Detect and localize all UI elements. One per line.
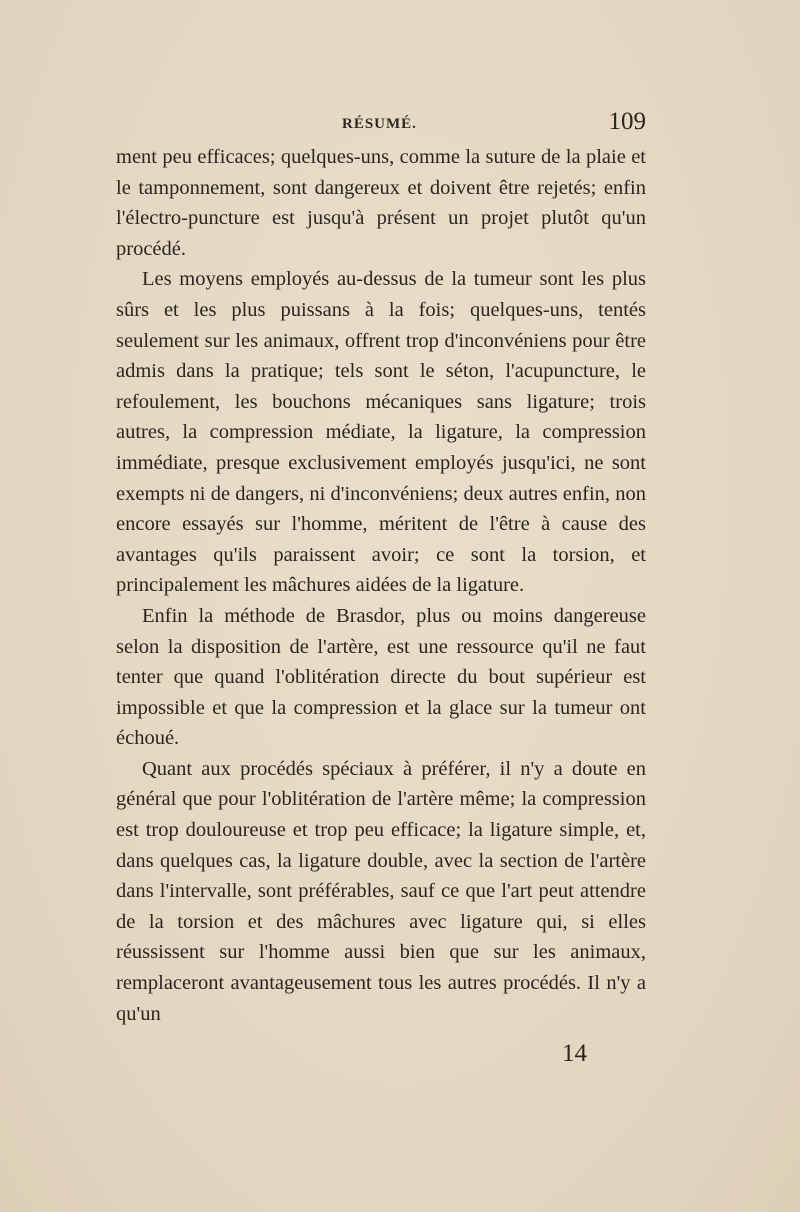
paragraph: Quant aux procédés spéciaux à préférer, il n'y a doute en général que pour l'oblitération de l'artère même; la compression est trop douloureuse et trop peu efficace; la ligature simple, et, dans quelques cas, la ligature double, avec la section de l'artère dans l'intervalle, sont préférables, sauf ce que l'art peut attendre de la torsion et des mâchures avec ligature qui, si elles réussissent sur l'homme aussi bien que sur les animaux, remplaceront avantageusement tous les autres procédés. Il n'y a qu'un: [116, 757, 646, 1025]
paragraph: Les moyens employés au-dessus de la tumeur sont les plus sûrs et les plus puissans à la fois; quelques-uns, tentés seulement sur les animaux, offrent trop d'inconvéniens pour être admis dans la pratique; tels sont le séton, l'acupuncture, le refoulement, les bouchons mécaniques sans ligature; trois autres, la compression médiate, la ligature, la compression immédiate, presque exclusivement employés jusqu'ici, ne sont exempts ni de dangers, ni d'inconvéniens; deux autres enfin, non encore essayés sur l'homme, méritent de l'être à cause des avantages qu'ils paraissent avoir; ce sont la torsion, et principalement les mâchures aidées de la ligature.: [116, 268, 646, 597]
page-number: 109: [608, 108, 646, 135]
running-header: [116, 108, 646, 142]
signature-mark: 14: [562, 1040, 587, 1067]
paragraph: Enfin la méthode de Brasdor, plus ou moins dangereuse selon la disposition de l'artère, est une ressource qu'il ne faut tenter que quand l'oblitération directe du bout supérieur est impossible et que la compression et la glace sur la tumeur ont échoué.: [116, 604, 646, 750]
body-text: [116, 142, 646, 1029]
running-title: RÉSUMÉ.: [342, 116, 417, 132]
paragraph-continuation: ment peu efficaces; quelques-uns, comme la suture de la plaie et le tamponnement, sont dangereux et doivent être rejetés; enfin l'électro-puncture est jusqu'à présent un projet plutôt qu'un procédé.: [116, 146, 646, 260]
